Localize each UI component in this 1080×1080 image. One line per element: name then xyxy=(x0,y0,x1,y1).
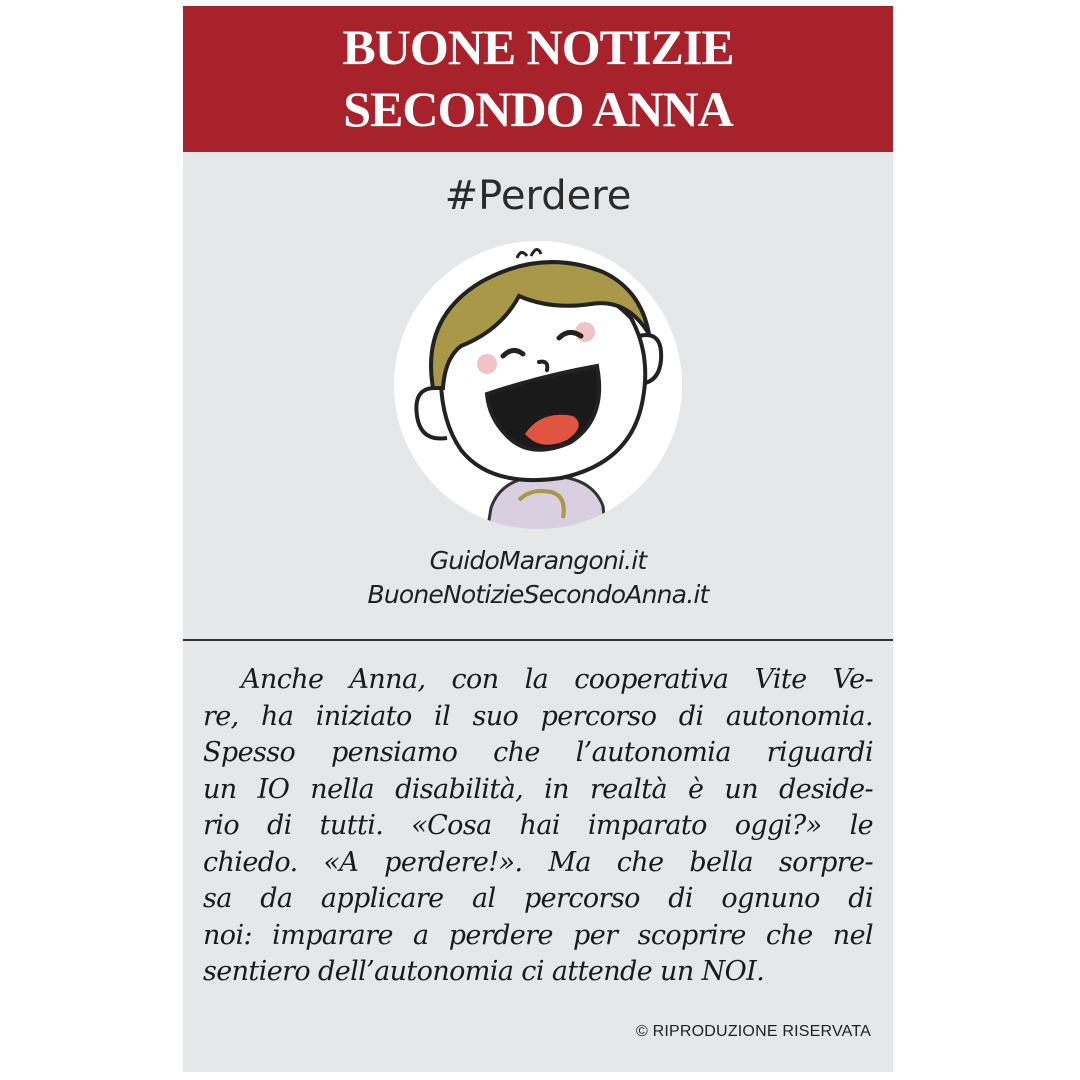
body-line: sa da applicare al percorso di ognuno di xyxy=(203,883,873,914)
site-link-buonenotizie[interactable]: BuoneNotizieSecondoAnna.it xyxy=(367,580,709,609)
links-block xyxy=(183,544,893,612)
body-line: Spesso pensiamo che l’autonomia riguardi xyxy=(203,737,873,768)
body-line: noi: imparare a perdere per scoprire che nel xyxy=(203,919,873,951)
site-link-guidomarangoni[interactable]: GuidoMarangoni.it xyxy=(429,546,647,575)
body-line: chiedo. «A perdere!». Ma che bella sorpre- xyxy=(203,846,873,878)
copyright-notice: © RIPRODUZIONE RISERVATA xyxy=(636,1023,871,1040)
smiling-child-illustration-icon xyxy=(391,238,685,532)
article-body xyxy=(203,662,873,991)
avatar xyxy=(391,238,685,532)
hashtag-title: #Perdere xyxy=(444,173,632,219)
header-title-line2: SECONDO ANNA xyxy=(343,81,733,137)
header-banner xyxy=(183,6,893,152)
body-line: Anche Anna, con la cooperativa Vite Ve- xyxy=(241,664,873,695)
body-line: sentiero dell’autonomia ci attende un NOI. xyxy=(203,956,765,987)
divider xyxy=(183,639,893,641)
header-title-line1: BUONE NOTIZIE xyxy=(342,19,734,75)
body-line: re, ha iniziato il suo percorso di autonomia. xyxy=(203,700,873,732)
body-line: rio di tutti. «Cosa hai imparato oggi?» le xyxy=(203,810,873,841)
body-line: un IO nella disabilità, in realtà è un deside- xyxy=(203,773,873,805)
news-card xyxy=(183,6,893,1072)
